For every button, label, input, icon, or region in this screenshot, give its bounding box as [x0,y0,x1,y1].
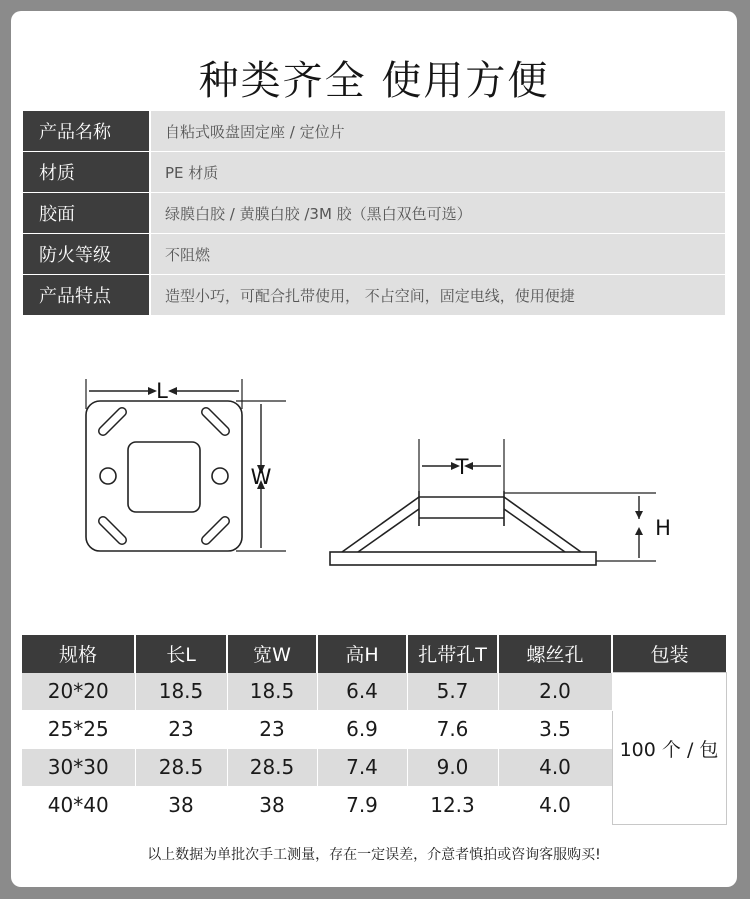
spec-value: 绿膜白胶 / 黄膜白胶 /3M 胶（黑白双色可选） [151,193,725,233]
table-header-row [22,635,726,673]
spec-value: 不阻燃 [151,234,725,274]
table-cell: 23 [135,710,227,748]
table-cell: 3.5 [498,710,612,748]
product-spec-card [11,11,737,887]
spec-label: 材质 [23,152,149,192]
table-cell: 18.5 [227,673,317,711]
table-row [22,673,726,711]
spec-value: 造型小巧，可配合扎带使用， 不占空间，固定电线，使用便捷 [151,275,725,315]
spec-label: 产品名称 [23,111,149,151]
dimension-label-h: H [655,516,671,540]
spec-row [23,152,725,192]
arrow-down-icon [635,511,643,519]
table-cell: 25*25 [22,710,135,748]
column-header: 高H [317,635,407,673]
table-cell: 2.0 [498,673,612,711]
table-cell: 6.9 [317,710,407,748]
spec-row [23,275,725,315]
table-cell: 28.5 [135,748,227,786]
table-cell: 23 [227,710,317,748]
table-cell: 38 [227,786,317,824]
disclaimer-note: 以上数据为单批次手工测量，存在一定误差，介意者慎拍或咨询客服购买! [147,847,601,863]
table-cell: 38 [135,786,227,824]
spec-row [23,111,725,151]
size-table [22,635,727,825]
packaging-cell: 100 个 / 包 [612,673,726,825]
spec-value: PE 材质 [151,152,725,192]
column-header: 规格 [22,635,135,673]
table-cell: 9.0 [407,748,498,786]
table-cell: 7.6 [407,710,498,748]
arrow-left-icon [168,387,177,395]
dimension-drawing [11,361,737,581]
dimension-label-l: L [156,379,168,403]
table-cell: 5.7 [407,673,498,711]
table-cell: 30*30 [22,748,135,786]
table-cell: 6.4 [317,673,407,711]
table-cell: 4.0 [498,748,612,786]
column-header: 包装 [612,635,726,673]
table-cell: 4.0 [498,786,612,824]
arrow-up-icon [635,527,643,535]
mount-side-view-base [330,552,596,565]
spec-label: 产品特点 [23,275,149,315]
column-header: 长L [135,635,227,673]
column-header: 扎带孔T [407,635,498,673]
table-cell: 20*20 [22,673,135,711]
center-hole [128,442,200,512]
table-cell: 18.5 [135,673,227,711]
column-header: 螺丝孔 [498,635,612,673]
table-cell: 7.9 [317,786,407,824]
spec-value: 自粘式吸盘固定座 / 定位片 [151,111,725,151]
spec-row [23,193,725,233]
spec-table [23,111,725,316]
spec-row [23,234,725,274]
dimension-label-t: T [455,455,469,479]
screw-hole-right [212,468,228,484]
spec-label: 胶面 [23,193,149,233]
table-cell: 40*40 [22,786,135,824]
table-cell: 7.4 [317,748,407,786]
dimension-label-w: W [250,465,272,489]
table-cell: 28.5 [227,748,317,786]
table-cell: 12.3 [407,786,498,824]
screw-hole-left [100,468,116,484]
column-header: 宽W [227,635,317,673]
page-title: 种类齐全 使用方便 [198,58,550,104]
spec-label: 防火等级 [23,234,149,274]
